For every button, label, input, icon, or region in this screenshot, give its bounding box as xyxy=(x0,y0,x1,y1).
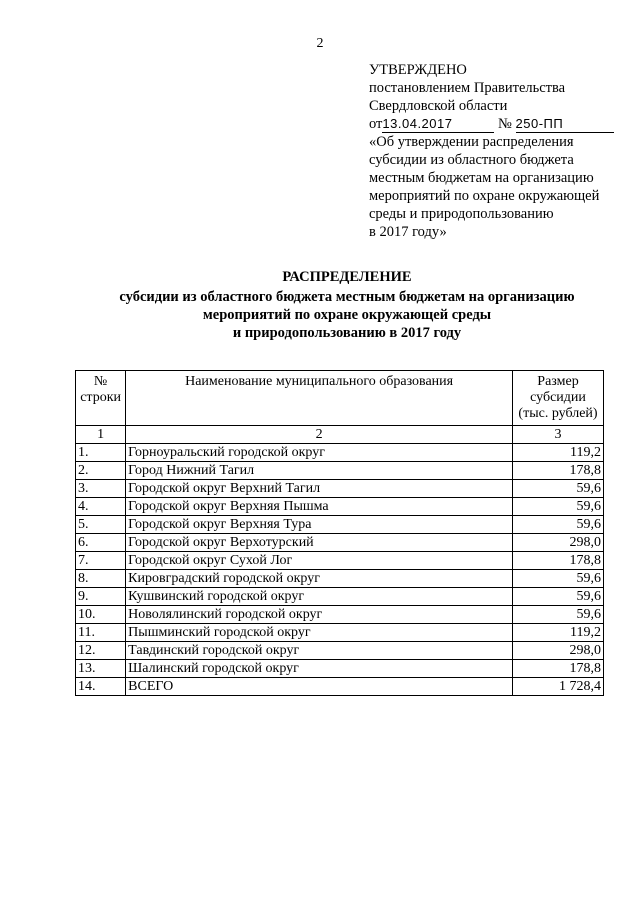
approval-subject-line: мероприятий по охране окружающей xyxy=(369,188,600,204)
header-amount-line-3: (тыс. рублей) xyxy=(518,406,598,421)
municipality-name: Городской округ Верхняя Пышма xyxy=(126,498,513,516)
subsidy-table xyxy=(75,370,604,696)
approval-heading: УТВЕРЖДЕНО xyxy=(369,62,467,78)
subsidy-amount: 298,0 xyxy=(513,534,604,552)
page-number: 2 xyxy=(316,36,324,51)
municipality-name: Городской округ Верхотурский xyxy=(126,534,513,552)
municipality-name: Город Нижний Тагил xyxy=(126,462,513,480)
subsidy-amount: 59,6 xyxy=(513,570,604,588)
subsidy-amount: 298,0 xyxy=(513,642,604,660)
title-heading: РАСПРЕДЕЛЕНИЕ xyxy=(282,269,412,285)
column-number-row xyxy=(76,426,604,444)
row-number: 3. xyxy=(76,480,126,498)
row-number: 2. xyxy=(76,462,126,480)
subsidy-amount: 178,8 xyxy=(513,462,604,480)
row-number: 12. xyxy=(76,642,126,660)
total-amount: 1 728,4 xyxy=(513,678,604,696)
approval-number: 250-ПП xyxy=(515,116,564,131)
subsidy-amount: 178,8 xyxy=(513,660,604,678)
row-number: 7. xyxy=(76,552,126,570)
subsidy-amount: 59,6 xyxy=(513,498,604,516)
municipality-name: Горноуральский городской округ xyxy=(126,444,513,462)
column-number: 2 xyxy=(126,426,513,444)
title-line: мероприятий по охране окружающей среды xyxy=(202,307,492,323)
title-line: субсидии из областного бюджета местным бюджетам на организацию xyxy=(119,289,575,305)
subsidy-amount: 119,2 xyxy=(513,444,604,462)
row-number: 14. xyxy=(76,678,126,696)
subsidy-amount: 59,6 xyxy=(513,606,604,624)
approval-line-2: Свердловской области xyxy=(369,98,508,114)
approval-block xyxy=(369,61,629,241)
row-number: 6. xyxy=(76,534,126,552)
subsidy-amount: 119,2 xyxy=(513,624,604,642)
table-row xyxy=(76,498,604,516)
approval-subject-line: «Об утверждении распределения xyxy=(369,134,574,150)
approval-date: 13.04.2017 xyxy=(382,116,453,131)
column-number: 3 xyxy=(513,426,604,444)
subsidy-amount: 59,6 xyxy=(513,588,604,606)
municipality-name: Тавдинский городской округ xyxy=(126,642,513,660)
header-amount-line-2: субсидии xyxy=(530,390,586,405)
row-number: 1. xyxy=(76,444,126,462)
table-row xyxy=(76,444,604,462)
approval-line-1: постановлением Правительства xyxy=(369,80,566,96)
approval-subject-line: местным бюджетам на организацию xyxy=(369,170,594,186)
municipality-name: Новолялинский городской округ xyxy=(126,606,513,624)
header-no-line-1: № xyxy=(93,374,108,389)
row-number: 9. xyxy=(76,588,126,606)
approval-subject-line: среды и природопользованию xyxy=(369,206,554,222)
title-line: и природопользованию в 2017 году xyxy=(232,325,462,341)
municipality-name: Пышминский городской округ xyxy=(126,624,513,642)
header-municipality-name: Наименование муниципального образования xyxy=(126,371,513,426)
header-no-line-2: строки xyxy=(80,390,121,405)
row-number: 5. xyxy=(76,516,126,534)
municipality-name: Кировградский городской округ xyxy=(126,570,513,588)
subsidy-amount: 59,6 xyxy=(513,516,604,534)
table-row xyxy=(76,516,604,534)
total-row xyxy=(76,678,604,696)
table-row xyxy=(76,552,604,570)
subsidy-amount: 178,8 xyxy=(513,552,604,570)
table-row xyxy=(76,588,604,606)
approval-date-line xyxy=(369,115,629,133)
row-number: 11. xyxy=(76,624,126,642)
approval-subject-line: субсидии из областного бюджета xyxy=(369,152,574,168)
municipality-name: Городской округ Сухой Лог xyxy=(126,552,513,570)
table-header-row xyxy=(76,371,604,426)
table-row xyxy=(76,534,604,552)
row-number: 13. xyxy=(76,660,126,678)
table-row xyxy=(76,462,604,480)
table-row xyxy=(76,606,604,624)
row-number: 4. xyxy=(76,498,126,516)
row-number: 8. xyxy=(76,570,126,588)
municipality-name: Кушвинский городской округ xyxy=(126,588,513,606)
approval-subject-line: в 2017 году» xyxy=(369,224,447,240)
header-subsidy-amount xyxy=(513,371,604,426)
subsidy-amount: 59,6 xyxy=(513,480,604,498)
header-row-number xyxy=(76,371,126,426)
table-row xyxy=(76,660,604,678)
column-number: 1 xyxy=(76,426,126,444)
header-amount-line-1: Размер xyxy=(537,374,579,389)
table-row xyxy=(76,624,604,642)
table-row xyxy=(76,480,604,498)
number-prefix: № xyxy=(498,116,512,132)
document-title xyxy=(60,268,634,342)
total-label: ВСЕГО xyxy=(126,678,513,696)
municipality-name: Городской округ Верхняя Тура xyxy=(126,516,513,534)
municipality-name: Шалинский городской округ xyxy=(126,660,513,678)
row-number: 10. xyxy=(76,606,126,624)
date-prefix: от xyxy=(369,116,383,132)
municipality-name: Городской округ Верхний Тагил xyxy=(126,480,513,498)
table-row xyxy=(76,570,604,588)
table-row xyxy=(76,642,604,660)
